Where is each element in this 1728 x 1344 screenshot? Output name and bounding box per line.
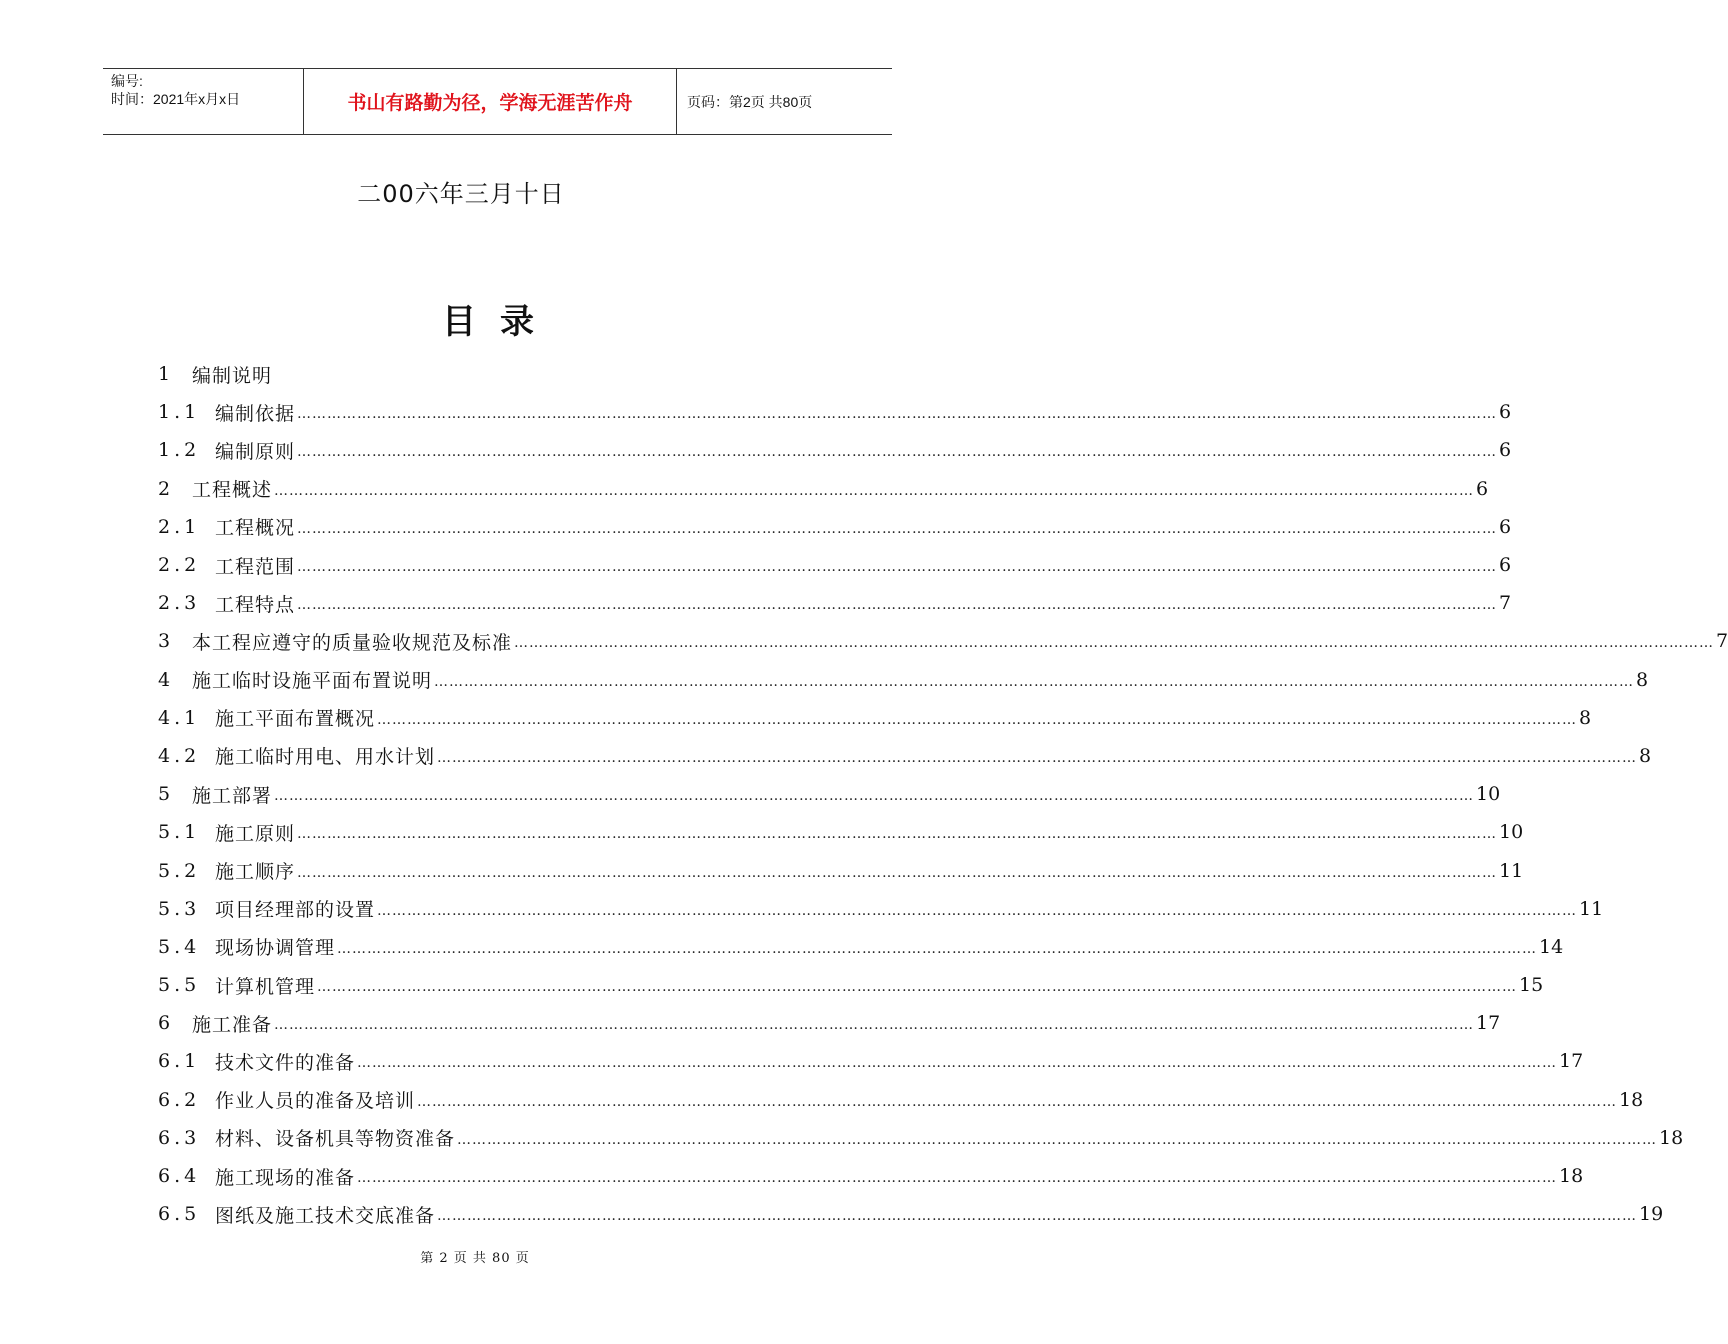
toc-entry-page: 6	[1476, 477, 1489, 500]
toc-entry-number: 5.4	[158, 935, 201, 958]
header-motto: 书山有路勤为径，学海无涯苦作舟	[303, 69, 677, 134]
toc-entry-number: 5.2	[158, 859, 201, 882]
toc-entry-page: 7	[1716, 630, 1728, 653]
toc-entry-page: 6	[1499, 515, 1512, 538]
toc-entry-page: 10	[1499, 821, 1524, 844]
toc-entry-page: 11	[1499, 859, 1524, 882]
toc-dot-leader: ……………………………………………………………………………………………………………………………………………………………………………………………………………………	[437, 749, 1638, 766]
toc-entry-title: 材料、设备机具等物资准备	[215, 1128, 456, 1151]
toc-entry-page: 18	[1559, 1165, 1584, 1188]
toc-entry-title: 工程特点	[215, 593, 296, 616]
toc-dot-leader: ……………………………………………………………………………………………………………………………………………………………………………………………………………………	[317, 979, 1518, 996]
toc-dot-leader: ……………………………………………………………………………………………………………………………………………………………………………………………………………………	[514, 635, 1715, 652]
toc-entry-number: 6.5	[158, 1203, 201, 1226]
toc-entry[interactable]	[158, 1157, 1584, 1195]
toc-entry-page: 18	[1619, 1088, 1644, 1111]
toc-entry-title: 施工临时用电、用水计划	[215, 746, 436, 769]
toc-entry[interactable]	[158, 546, 1512, 584]
toc-entry-number: 4.1	[158, 706, 201, 729]
toc-entry[interactable]	[158, 393, 1512, 431]
toc-entry[interactable]	[158, 355, 840, 393]
toc-entry-title: 工程范围	[215, 555, 296, 578]
toc-dot-leader: ……………………………………………………………………………………………………………………………………………………………………………………………………………………	[357, 1055, 1558, 1072]
toc-entry-number: 6	[158, 1012, 175, 1035]
toc-entry-title: 施工现场的准备	[215, 1166, 356, 1189]
page-header	[103, 68, 892, 135]
toc-heading: 目录	[442, 302, 558, 342]
toc-entry[interactable]	[158, 1119, 1684, 1157]
toc-entry-page: 17	[1476, 1012, 1501, 1035]
header-meta	[103, 69, 303, 134]
toc-entry-title: 施工平面布置概况	[215, 708, 376, 731]
toc-dot-leader: ……………………………………………………………………………………………………………………………………………………………………………………………………………………	[434, 673, 1635, 690]
toc-entry-number: 4	[158, 668, 175, 691]
toc-entry-title: 项目经理部的设置	[215, 899, 376, 922]
toc-entry-title: 现场协调管理	[215, 937, 336, 960]
toc-entry-number: 6.3	[158, 1126, 201, 1149]
toc-dot-leader: ……………………………………………………………………………………………………………………………………………………………………………………………………………………	[274, 482, 1475, 499]
toc-entry[interactable]	[158, 1004, 1501, 1042]
toc-entry-title: 编制说明	[192, 364, 273, 387]
toc-entry-number: 1.1	[158, 401, 201, 424]
page-footer: 第 2 页 共 80 页	[420, 1251, 530, 1266]
toc-dot-leader: ……………………………………………………………………………………………………………………………………………………………………………………………………………………	[297, 444, 1498, 461]
toc-entry[interactable]	[158, 699, 1592, 737]
toc-dot-leader: ……………………………………………………………………………………………………………………………………………………………………………………………………………………	[297, 864, 1498, 881]
toc-entry-title: 施工原则	[215, 822, 296, 845]
toc-entry-page: 6	[1499, 439, 1512, 462]
toc-entry-page: 18	[1659, 1126, 1684, 1149]
toc-dot-leader: ……………………………………………………………………………………………………………………………………………………………………………………………………………………	[274, 1017, 1475, 1034]
toc-entry-number: 5	[158, 783, 175, 806]
toc-dot-leader: ……………………………………………………………………………………………………………………………………………………………………………………………………………………	[337, 940, 1538, 957]
toc-entry[interactable]	[158, 813, 1524, 851]
toc-dot-leader: ……………………………………………………………………………………………………………………………………………………………………………………………………………………	[377, 711, 1578, 728]
toc-entry-number: 5.1	[158, 821, 201, 844]
toc-entry-page: 11	[1579, 897, 1604, 920]
toc-entry-page: 6	[1499, 554, 1512, 577]
toc-entry-title: 编制原则	[215, 440, 296, 463]
toc-entry[interactable]	[158, 1195, 1664, 1233]
toc-dot-leader: ……………………………………………………………………………………………………………………………………………………………………………………………………………………	[297, 597, 1498, 614]
toc-entry-number: 2.3	[158, 592, 201, 615]
toc-entry-number: 2	[158, 477, 175, 500]
toc-entry-title: 工程概述	[192, 479, 273, 502]
table-of-contents	[158, 355, 1728, 1233]
toc-entry-page: 10	[1476, 783, 1501, 806]
toc-entry-page: 19	[1639, 1203, 1664, 1226]
toc-entry-page: 15	[1519, 974, 1544, 997]
toc-entry-title: 施工准备	[192, 1013, 273, 1036]
toc-entry-page: 7	[1499, 592, 1512, 615]
toc-entry-page: 6	[1499, 401, 1512, 424]
toc-entry-page: 8	[1579, 706, 1592, 729]
toc-entry-page: 8	[1636, 668, 1649, 691]
toc-dot-leader: ……………………………………………………………………………………………………………………………………………………………………………………………………………………	[274, 788, 1475, 805]
toc-entry-page: 17	[1559, 1050, 1584, 1073]
toc-dot-leader: ……………………………………………………………………………………………………………………………………………………………………………………………………………………	[437, 1208, 1638, 1225]
document-date: 二00六年三月十日	[357, 180, 565, 208]
toc-entry-title: 计算机管理	[215, 975, 316, 998]
toc-entry[interactable]	[158, 890, 1604, 928]
toc-entry[interactable]	[158, 928, 1564, 966]
time-label: 时间：2021年x月x日	[111, 91, 241, 107]
toc-entry[interactable]	[158, 661, 1649, 699]
toc-entry-title: 施工部署	[192, 784, 273, 807]
toc-entry-number: 2.1	[158, 515, 201, 538]
toc-entry-number: 4.2	[158, 744, 201, 767]
toc-dot-leader: ……………………………………………………………………………………………………………………………………………………………………………………………………………………	[297, 826, 1498, 843]
toc-entry-number: 5.3	[158, 897, 201, 920]
toc-entry-title: 施工临时设施平面布置说明	[192, 670, 433, 693]
header-page-info: 页码：第2页 共80页	[687, 93, 813, 110]
toc-dot-leader: ……………………………………………………………………………………………………………………………………………………………………………………………………………………	[357, 1170, 1558, 1187]
toc-entry-number: 3	[158, 630, 175, 653]
toc-entry[interactable]	[158, 431, 1512, 469]
toc-entry-title: 图纸及施工技术交底准备	[215, 1204, 436, 1227]
toc-entry-number: 1.2	[158, 439, 201, 462]
toc-entry-number: 6.4	[158, 1165, 201, 1188]
toc-entry-number: 6.2	[158, 1088, 201, 1111]
toc-entry-title: 作业人员的准备及培训	[215, 1090, 416, 1113]
toc-entry[interactable]	[158, 775, 1501, 813]
toc-entry-number: 1	[158, 363, 175, 386]
toc-entry[interactable]	[158, 1081, 1644, 1119]
toc-dot-leader: ……………………………………………………………………………………………………………………………………………………………………………………………………………………	[297, 406, 1498, 423]
toc-entry-page: 8	[1639, 744, 1652, 767]
toc-entry[interactable]	[158, 737, 1652, 775]
toc-dot-leader: ……………………………………………………………………………………………………………………………………………………………………………………………………………………	[297, 520, 1498, 537]
toc-entry-title: 技术文件的准备	[215, 1051, 356, 1074]
toc-entry[interactable]	[158, 508, 1512, 546]
toc-entry[interactable]	[158, 966, 1544, 1004]
toc-entry[interactable]	[158, 622, 1728, 660]
toc-entry-title: 本工程应遵守的质量验收规范及标准	[192, 631, 513, 654]
toc-dot-leader: ……………………………………………………………………………………………………………………………………………………………………………………………………………………	[417, 1093, 1618, 1110]
toc-entry-number: 6.1	[158, 1050, 201, 1073]
toc-dot-leader: ……………………………………………………………………………………………………………………………………………………………………………………………………………………	[297, 559, 1498, 576]
toc-entry[interactable]	[158, 584, 1512, 622]
toc-dot-leader: ……………………………………………………………………………………………………………………………………………………………………………………………………………………	[457, 1131, 1658, 1148]
toc-entry-number: 2.2	[158, 554, 201, 577]
toc-entry-title: 工程概况	[215, 517, 296, 540]
toc-entry-title: 编制依据	[215, 402, 296, 425]
toc-entry-number: 5.5	[158, 974, 201, 997]
toc-entry-title: 施工顺序	[215, 861, 296, 884]
toc-entry[interactable]	[158, 1042, 1584, 1080]
serial-label: 编号:	[111, 73, 143, 89]
toc-entry[interactable]	[158, 851, 1524, 889]
toc-entry-page: 14	[1539, 935, 1564, 958]
toc-entry[interactable]	[158, 470, 1489, 508]
toc-dot-leader: ……………………………………………………………………………………………………………………………………………………………………………………………………………………	[377, 902, 1578, 919]
